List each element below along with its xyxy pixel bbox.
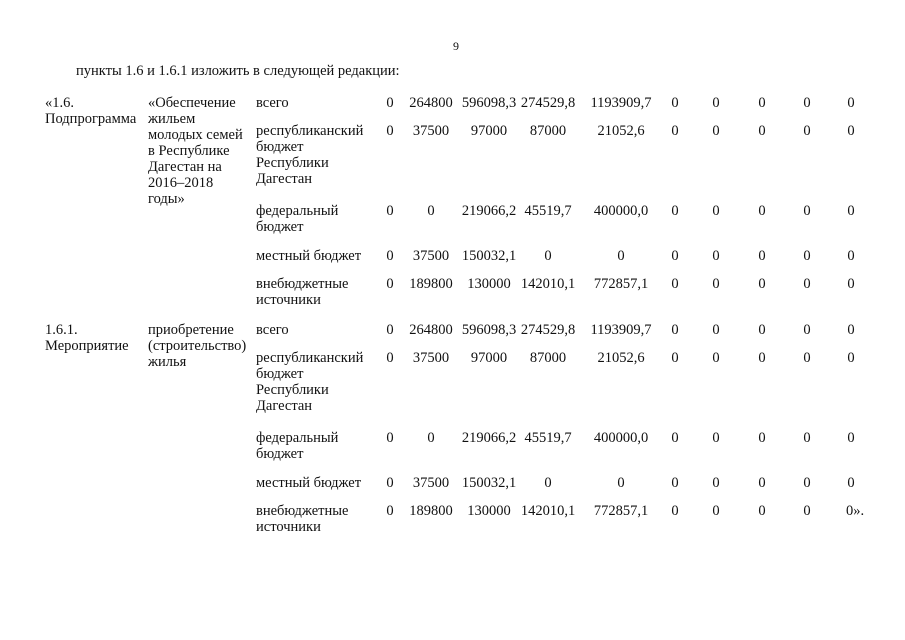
value-cell: 0 bbox=[671, 248, 679, 264]
value-cell: 0 bbox=[758, 430, 766, 446]
source-label-line: Дагестан bbox=[256, 171, 313, 187]
value-cell: 142010,1 bbox=[520, 276, 576, 292]
value-cell: 0 bbox=[758, 248, 766, 264]
value-cell: 0 bbox=[712, 322, 720, 338]
value-cell: 0 bbox=[671, 430, 679, 446]
value-cell: 0 bbox=[847, 203, 855, 219]
block-label-line: Мероприятие bbox=[45, 338, 129, 354]
value-cell: 150032,1 bbox=[461, 248, 517, 264]
value-cell: 0 bbox=[386, 430, 394, 446]
value-cell: 0 bbox=[803, 503, 811, 519]
block-name-line: жилья bbox=[148, 354, 187, 370]
value-cell: 0 bbox=[671, 123, 679, 139]
value-cell: 0 bbox=[758, 95, 766, 111]
value-cell: 264800 bbox=[409, 322, 453, 338]
intro-text: пункты 1.6 и 1.6.1 изложить в следующей редакции: bbox=[76, 63, 400, 79]
block-name-line: молодых семей bbox=[148, 127, 243, 143]
value-cell: 0 bbox=[386, 475, 394, 491]
value-cell: 0 bbox=[712, 203, 720, 219]
value-cell: 274529,8 bbox=[520, 95, 576, 111]
block-name-line: Дагестан на bbox=[148, 159, 222, 175]
source-label-line: источники bbox=[256, 292, 321, 308]
value-cell: 0 bbox=[758, 350, 766, 366]
source-label-line: Дагестан bbox=[256, 398, 313, 414]
source-label-line: Республики bbox=[256, 382, 329, 398]
value-cell: 0 bbox=[386, 248, 394, 264]
source-label-line: внебюджетные bbox=[256, 276, 349, 292]
block-name-line: (строительство) bbox=[148, 338, 247, 354]
value-cell: 0 bbox=[712, 95, 720, 111]
value-cell: 37500 bbox=[412, 475, 450, 491]
value-cell: 0 bbox=[712, 248, 720, 264]
value-cell: 0 bbox=[803, 322, 811, 338]
value-cell: 0 bbox=[758, 203, 766, 219]
value-cell: 0 bbox=[386, 123, 394, 139]
value-cell: 0 bbox=[803, 475, 811, 491]
value-cell: 130000 bbox=[467, 276, 511, 292]
value-cell: 45519,7 bbox=[524, 430, 572, 446]
value-cell: 772857,1 bbox=[593, 503, 649, 519]
value-cell: 0 bbox=[712, 123, 720, 139]
value-cell: 219066,2 bbox=[461, 430, 517, 446]
value-cell: 150032,1 bbox=[461, 475, 517, 491]
value-cell: 87000 bbox=[529, 350, 567, 366]
value-cell: 596098,3 bbox=[461, 95, 517, 111]
value-cell: 97000 bbox=[470, 123, 508, 139]
value-cell: 0 bbox=[712, 430, 720, 446]
value-cell: 400000,0 bbox=[593, 430, 649, 446]
value-cell: 400000,0 bbox=[593, 203, 649, 219]
source-label-line: республиканский bbox=[256, 123, 364, 139]
value-cell: 0 bbox=[386, 276, 394, 292]
value-cell: 0 bbox=[847, 95, 855, 111]
source-label-line: всего bbox=[256, 95, 289, 111]
block-name-line: «Обеспечение bbox=[148, 95, 236, 111]
value-cell: 0 bbox=[847, 350, 855, 366]
value-cell: 264800 bbox=[409, 95, 453, 111]
value-cell: 0 bbox=[758, 475, 766, 491]
value-cell: 0 bbox=[803, 276, 811, 292]
block-label-line: 1.6.1. bbox=[45, 322, 78, 338]
value-cell: 0 bbox=[758, 123, 766, 139]
value-cell: 1193909,7 bbox=[590, 95, 652, 111]
value-cell: 0 bbox=[671, 95, 679, 111]
value-cell: 0 bbox=[847, 123, 855, 139]
value-cell: 0 bbox=[803, 203, 811, 219]
block-name-line: годы» bbox=[148, 191, 185, 207]
source-label-line: республиканский bbox=[256, 350, 364, 366]
source-label-line: федеральный bbox=[256, 203, 339, 219]
value-cell: 0 bbox=[758, 276, 766, 292]
value-cell: 189800 bbox=[409, 503, 453, 519]
source-label-line: бюджет bbox=[256, 219, 304, 235]
value-cell: 0 bbox=[386, 95, 394, 111]
value-cell: 0 bbox=[803, 430, 811, 446]
block-name-line: 2016–2018 bbox=[148, 175, 214, 191]
value-cell: 0 bbox=[427, 203, 435, 219]
source-label-line: федеральный bbox=[256, 430, 339, 446]
value-cell: 45519,7 bbox=[524, 203, 572, 219]
source-label-line: источники bbox=[256, 519, 321, 535]
value-cell: 0 bbox=[617, 248, 625, 264]
value-cell: 142010,1 bbox=[520, 503, 576, 519]
block-name-line: в Республике bbox=[148, 143, 230, 159]
value-cell: 0 bbox=[544, 248, 552, 264]
value-cell: 0 bbox=[617, 475, 625, 491]
value-cell: 0 bbox=[386, 350, 394, 366]
value-cell: 0 bbox=[803, 95, 811, 111]
value-cell: 189800 bbox=[409, 276, 453, 292]
value-cell: 0 bbox=[671, 350, 679, 366]
value-cell: 0 bbox=[386, 503, 394, 519]
value-cell: 219066,2 bbox=[461, 203, 517, 219]
value-cell: 21052,6 bbox=[597, 123, 645, 139]
value-cell: 0 bbox=[671, 503, 679, 519]
source-label-line: местный бюджет bbox=[256, 248, 362, 264]
value-cell: 0 bbox=[803, 248, 811, 264]
source-label-line: бюджет bbox=[256, 366, 304, 382]
value-cell: 0 bbox=[803, 123, 811, 139]
source-label-line: Республики bbox=[256, 155, 329, 171]
value-cell: 0 bbox=[544, 475, 552, 491]
value-cell: 0 bbox=[847, 430, 855, 446]
value-cell: 87000 bbox=[529, 123, 567, 139]
value-cell: 0». bbox=[846, 503, 865, 519]
value-cell: 0 bbox=[712, 503, 720, 519]
value-cell: 0 bbox=[386, 203, 394, 219]
value-cell: 0 bbox=[671, 276, 679, 292]
value-cell: 0 bbox=[803, 350, 811, 366]
value-cell: 0 bbox=[671, 475, 679, 491]
value-cell: 0 bbox=[712, 350, 720, 366]
source-label-line: всего bbox=[256, 322, 289, 338]
value-cell: 0 bbox=[758, 322, 766, 338]
value-cell: 37500 bbox=[412, 123, 450, 139]
value-cell: 130000 bbox=[467, 503, 511, 519]
value-cell: 0 bbox=[847, 276, 855, 292]
value-cell: 0 bbox=[671, 203, 679, 219]
value-cell: 0 bbox=[671, 322, 679, 338]
block-label-line: Подпрограмма bbox=[45, 111, 137, 127]
block-name-line: приобретение bbox=[148, 322, 234, 338]
value-cell: 97000 bbox=[470, 350, 508, 366]
page-number: 9 bbox=[453, 39, 459, 53]
value-cell: 37500 bbox=[412, 350, 450, 366]
value-cell: 772857,1 bbox=[593, 276, 649, 292]
value-cell: 0 bbox=[758, 503, 766, 519]
source-label-line: местный бюджет bbox=[256, 475, 362, 491]
value-cell: 21052,6 bbox=[597, 350, 645, 366]
value-cell: 0 bbox=[427, 430, 435, 446]
source-label-line: бюджет bbox=[256, 446, 304, 462]
value-cell: 37500 bbox=[412, 248, 450, 264]
value-cell: 0 bbox=[386, 322, 394, 338]
value-cell: 0 bbox=[847, 248, 855, 264]
value-cell: 0 bbox=[712, 276, 720, 292]
block-name-line: жильем bbox=[148, 111, 196, 127]
source-label-line: внебюджетные bbox=[256, 503, 349, 519]
value-cell: 0 bbox=[847, 322, 855, 338]
block-label-line: «1.6. bbox=[45, 95, 74, 111]
value-cell: 0 bbox=[712, 475, 720, 491]
value-cell: 0 bbox=[847, 475, 855, 491]
source-label-line: бюджет bbox=[256, 139, 304, 155]
value-cell: 1193909,7 bbox=[590, 322, 652, 338]
value-cell: 274529,8 bbox=[520, 322, 576, 338]
value-cell: 596098,3 bbox=[461, 322, 517, 338]
